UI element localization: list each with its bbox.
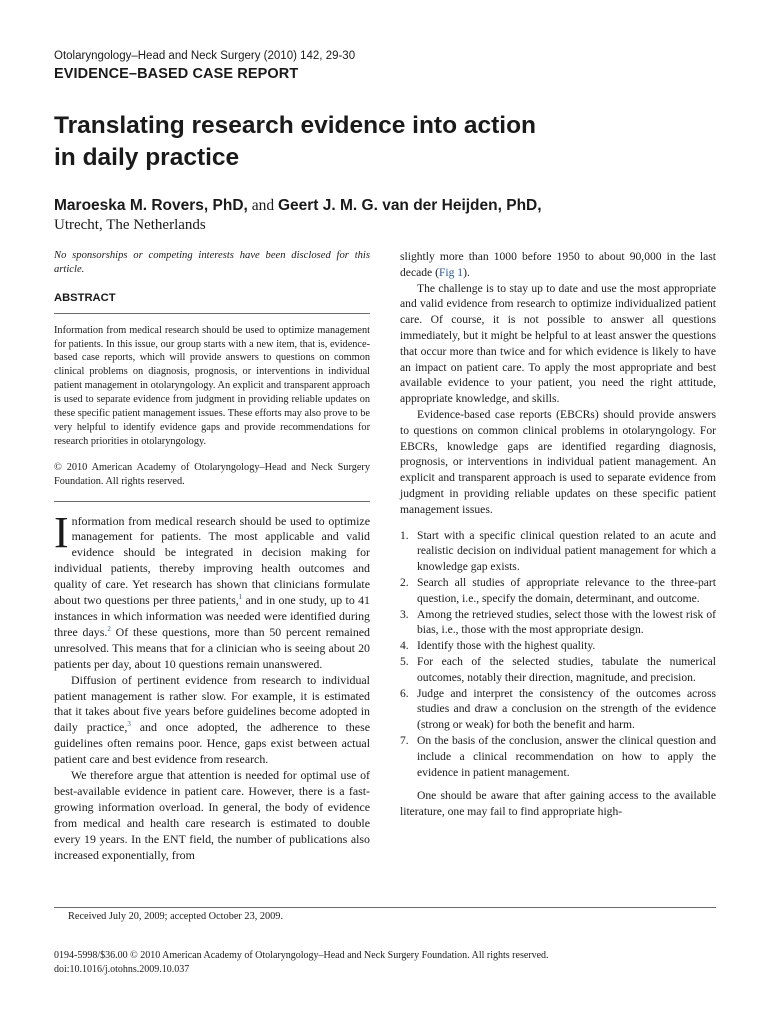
step-item xyxy=(400,686,716,733)
body-paragraph-2: Diffusion of pertinent evidence from research to individual patient management is rather slow. For example, it is estimated that it takes about five years before guidelines become adopted in daily practice,$^3$ and once adopted, the adherence to these guidelines often remains poor. Hence, gaps exist between actual patient care and best evidence from research. xyxy=(54,672,370,767)
ebcr-steps-list xyxy=(400,528,716,781)
author-2: Geert J. M. G. van der Heijden, PhD, xyxy=(277,197,542,214)
drop-cap: I xyxy=(54,507,69,557)
step-text: Identify those with the highest quality. xyxy=(417,639,596,653)
body-paragraph-5: The challenge is to stay up to date and use the most appropriate and valid evidence from research to optimize individualized patient care. Of course, it is not possible to answer all questions immediately, but it might be helpful to at least answer the questions that occur more than twice and for which evidence is likely to have an impact on patient care. To apply the most appropriate and best available evidence to your patient, you need the right attitude, appropriate knowledge, and skills. xyxy=(400,281,716,406)
affiliation: Utrecht, The Netherlands xyxy=(54,217,206,233)
received-date: Received July 20, 2009; accepted October 23, 2009. xyxy=(68,911,284,922)
abstract-heading: ABSTRACT xyxy=(54,291,116,304)
step-text: On the basis of the conclusion, answer the clinical question and include a clinical recommendation on how to apply the evidence in patient management. xyxy=(417,733,716,779)
footer-copyright: 0194-5998/$36.00 © 2010 American Academy of Otolaryngology–Head and Neck Surgery Foundation. All rights reserved. xyxy=(54,950,549,961)
abstract-body xyxy=(54,324,370,489)
body-paragraph-6: Evidence-based case reports (EBCRs) should provide answers to questions on common clinical problems in otolaryngology. For EBCRs, knowledge gaps are identified regarding diagnosis, prognosis, or interventions in individual patient management. An explicit and transparent approach is used to separate evidence from judgment in providing reliable updates on these specific patient management issues. xyxy=(400,407,716,516)
body-paragraph-3: We therefore argue that attention is needed for optimal use of best-available evidence in patient care. However, there is a fast-growing information overload. In general, the body of evidence from medical and health care research is estimated to double every 19 years. In the ENT field, the number of publications also increased exponentially, from xyxy=(54,768,370,862)
step-item xyxy=(400,528,716,575)
step-item xyxy=(400,638,716,654)
left-column xyxy=(54,249,370,864)
step-item xyxy=(400,654,716,686)
body-paragraph-7: One should be aware that after gaining access to the available literature, one may fail to find appropriate high- xyxy=(400,789,716,819)
body-paragraph-1: Information from medical research should be used to optimize management for patients. The most applicable and valid evidence should be integrated in decision making for individual patients, thereby improving health outcomes and quality of care. Yet research has shown that clinicians formulate about two questions per three patients,$^1$ and in one study, up to 41 instances in which information was needed were identified during three days.$^2$ Of these questions, more than 50 percent remained unresolved. This means that for a clinician who is seeing about 20 patients per day, about 10 questions remain unanswered. xyxy=(54,507,370,671)
body-text-left xyxy=(54,507,370,864)
footer-doi[interactable]: doi:10.1016/j.otohns.2009.10.037 xyxy=(54,964,190,975)
figure-1-link[interactable]: Fig 1 xyxy=(438,265,464,279)
right-column xyxy=(400,249,716,820)
step-text: Among the retrieved studies, select those with the lowest risk of bias, i.e., those with the most appropriate design. xyxy=(417,607,716,637)
footnote-rule xyxy=(54,907,716,908)
step-item xyxy=(400,733,716,780)
article-title xyxy=(54,110,714,174)
abstract-top-rule xyxy=(54,313,370,314)
reference-1[interactable]: 1 xyxy=(238,593,243,602)
step-number: 2. xyxy=(400,575,409,589)
title-line-1: Translating research evidence into action xyxy=(54,112,536,139)
abstract-paragraph: Information from medical research should be used to optimize management for patients. In this issue, our group starts with a new item, that is, evidence-based case reports, which will provide answers to questions on common clinical problems on diagnosis, prognosis, or interventions in individual patient management in otolaryngology. An explicit and transparent approach is used to separate evidence from judgment in providing reliable updates on these specific patient management issues. These efforts may also prove to be very helpful to identify evidence gaps and provide recommendations for research priorities in otolaryngology. xyxy=(54,324,370,447)
reference-3[interactable]: 3 xyxy=(127,720,131,729)
reference-2[interactable]: 2 xyxy=(107,624,111,633)
step-number: 1. xyxy=(400,528,409,542)
step-text: Judge and interpret the consistency of the outcomes across studies and draw a conclusion on the strength of the evidence (strong or weak) for both the benefit and harm. xyxy=(417,686,716,732)
step-number: 3. xyxy=(400,607,409,621)
step-item xyxy=(400,575,716,607)
author-1: Maroeska M. Rovers, PhD, xyxy=(54,197,248,214)
step-text: Start with a specific clinical question related to an acute and realistic decision on individual patient management for which a knowledge gap exists. xyxy=(417,528,716,574)
step-number: 6. xyxy=(400,686,409,700)
step-number: 4. xyxy=(400,639,409,653)
abstract-bottom-rule xyxy=(54,501,370,502)
journal-citation: Otolaryngology–Head and Neck Surgery (2010) 142, 29-30 xyxy=(54,50,356,62)
step-number: 7. xyxy=(400,733,409,747)
step-text: Search all studies of appropriate relevance to the three-part question, i.e., specify the domain, determinant, and outcome. xyxy=(417,575,716,605)
step-text: For each of the selected studies, tabulate the numerical outcomes, notably their direction, magnitude, and precision. xyxy=(417,654,716,684)
step-item xyxy=(400,607,716,639)
step-number: 5. xyxy=(400,654,409,668)
author-list xyxy=(54,195,542,217)
author-joiner: and xyxy=(247,197,278,214)
abstract-copyright: © 2010 American Academy of Otolaryngology–Head and Neck Surgery Foundation. All rights reserved. xyxy=(54,461,370,487)
section-label: EVIDENCE–BASED CASE REPORT xyxy=(54,66,299,82)
disclosure-note: No sponsorships or competing interests have been disclosed for this article. xyxy=(54,250,370,276)
body-paragraph-4: slightly more than 1000 before 1950 to about 90,000 in the last decade (Fig 1). xyxy=(400,250,716,279)
title-line-2: in daily practice xyxy=(54,144,240,171)
